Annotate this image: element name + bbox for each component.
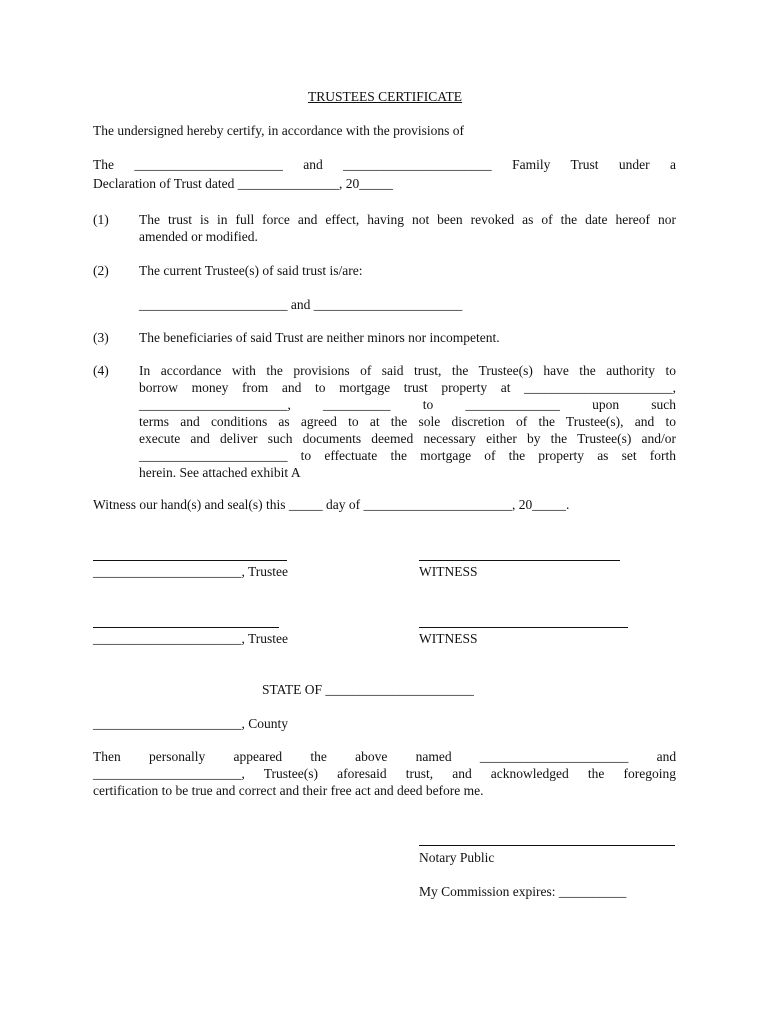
item-row: In accordance with the provisions of said trust, the Trustee(s) have the authority to	[139, 363, 676, 378]
witness-label: WITNESS	[419, 631, 478, 646]
state-line: STATE OF ______________________	[262, 682, 474, 697]
trust-blank-1[interactable]: ______________________	[134, 157, 283, 172]
document-title: TRUSTEES CERTIFICATE	[307, 89, 463, 104]
witness-label: WITNESS	[419, 564, 478, 579]
item-row: ______________________ to effectuate the mortgage of the property as set forth	[139, 448, 676, 463]
item-number: (1)	[93, 212, 109, 227]
declaration-line: Declaration of Trust dated _______________, 20_____	[93, 176, 393, 191]
then-word: named	[415, 749, 452, 764]
item-row: ______________________, __________ to ______________ upon such	[139, 397, 676, 412]
item-number: (2)	[93, 263, 109, 278]
item-4	[139, 362, 676, 481]
then-word: above	[355, 749, 388, 764]
trust-blank-2[interactable]: ______________________	[343, 157, 492, 172]
item-row: The current Trustee(s) of said trust is/are:	[139, 263, 363, 278]
commission-expires: My Commission expires: __________	[419, 884, 627, 899]
intro-text: The undersigned hereby certify, in accordance with the provisions of	[93, 123, 464, 138]
trust-word: a	[670, 157, 677, 172]
trust-line	[93, 156, 676, 173]
item-1	[139, 211, 676, 245]
item-row: The trust is in full force and effect, having not been revoked as of the date hereof nor	[139, 212, 676, 227]
trust-word: and	[303, 157, 323, 172]
trust-word: The	[93, 157, 114, 172]
then-word: appeared	[233, 749, 283, 764]
item-row: herein. See attached exhibit A	[139, 465, 301, 480]
certification-line: certification to be true and correct and their free act and deed before me.	[93, 783, 484, 798]
then-word: Then	[93, 749, 121, 764]
item-number: (3)	[93, 330, 109, 345]
trustee-label: ______________________, Trustee	[93, 564, 289, 579]
trust-word: under	[618, 157, 650, 172]
trust-word: Family	[512, 157, 551, 172]
witness-signature-line[interactable]	[419, 627, 628, 628]
then-word: the	[310, 749, 327, 764]
appearer-blank[interactable]: ______________________	[479, 749, 629, 764]
item-3	[139, 329, 676, 346]
trust-word: Trust	[570, 157, 599, 172]
item-row: borrow money from and to mortgage trust property at ______________________,	[139, 380, 676, 395]
then-line	[93, 748, 676, 765]
witness-signature-line[interactable]	[419, 560, 620, 561]
item-row: amended or modified.	[139, 229, 258, 244]
trustee-signature-line[interactable]	[93, 560, 287, 561]
notary-signature-line[interactable]	[419, 845, 675, 846]
then-word: and	[656, 749, 677, 764]
item-row: The beneficiaries of said Trust are neither minors nor incompetent.	[139, 330, 500, 345]
acknowledgment-line: ______________________, Trustee(s) aforesaid trust, and acknowledged the foregoing	[93, 766, 676, 781]
notary-label: Notary Public	[419, 850, 495, 865]
then-word: personally	[148, 749, 206, 764]
trustee-signature-line[interactable]	[93, 627, 279, 628]
item-2	[139, 262, 676, 279]
trustee-blanks[interactable]: ______________________ and ______________________	[139, 297, 463, 312]
item-row: execute and deliver such documents deemed necessary either by the Trustee(s) and/or	[139, 431, 676, 446]
witness-statement: Witness our hand(s) and seal(s) this _____ day of ______________________, 20_____.	[93, 497, 570, 512]
trustee-label: ______________________, Trustee	[93, 631, 289, 646]
county-line: ______________________, County	[93, 716, 289, 731]
item-row: terms and conditions as agreed to at the sole discretion of the Trustee(s), and to	[139, 414, 676, 429]
item-number: (4)	[93, 363, 109, 378]
